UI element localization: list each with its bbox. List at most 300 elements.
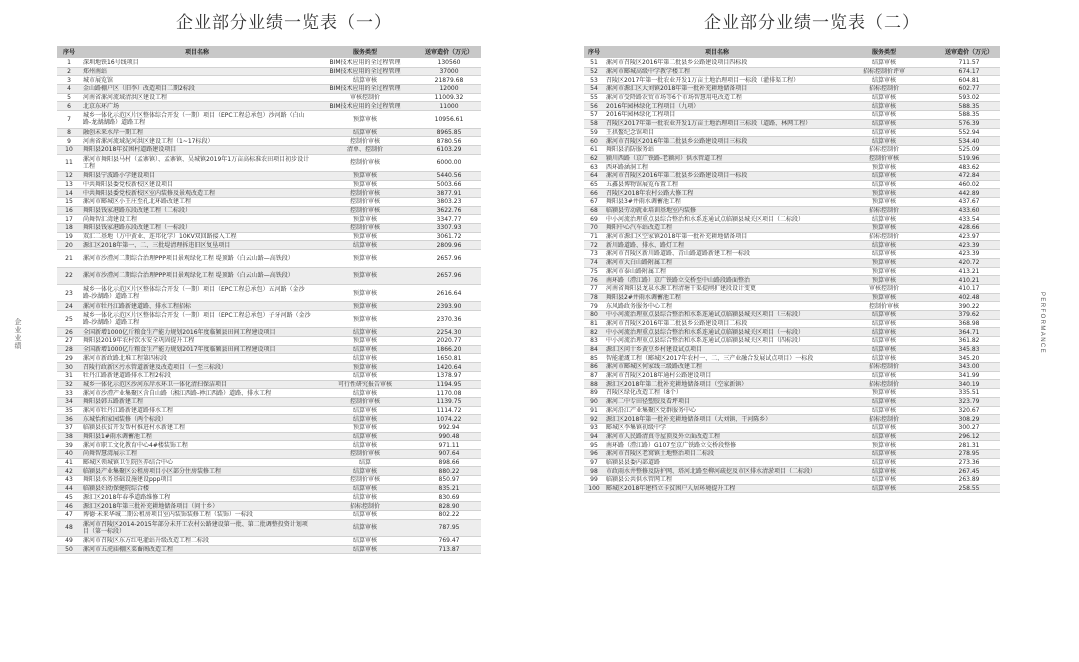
table-row [57, 415, 481, 424]
cell-cost: 130560 [417, 59, 481, 68]
cell-no: 40 [57, 450, 81, 459]
table-row [57, 224, 481, 233]
page-title-left: 企业部分业绩一览表（一） [176, 13, 392, 33]
cell-project-name: 临颍县公共供水管网工程 [604, 476, 830, 485]
table-row [57, 67, 481, 76]
cell-service-type: 招标控制价评审 [830, 67, 938, 76]
cell-service-type: 审核控制价 [313, 93, 417, 102]
table-row [584, 224, 1000, 233]
cell-no: 27 [57, 337, 81, 346]
cell-no: 19 [57, 232, 81, 241]
cell-cost: 880.22 [417, 467, 481, 476]
cell-no: 62 [584, 154, 604, 163]
cell-service-type: 结算审核 [830, 241, 938, 250]
cell-cost: 442.89 [938, 189, 1000, 198]
cell-project-name: 漯河市泰山路附属工程 [604, 267, 830, 276]
cell-project-name: 召陵区2017年第一批农业开发1万亩土地治理项目一标段（灌排渠工程） [604, 76, 830, 85]
cell-project-name: 源汇区2018年第二批补充耕地储备项目（空家新镇） [604, 380, 830, 389]
cell-no: 46 [57, 502, 81, 511]
cell-cost: 2616.64 [417, 284, 481, 301]
cell-project-name: 2016年园林绿化工程项目 [604, 111, 830, 120]
cell-cost: 6000.00 [417, 154, 481, 171]
cell-service-type: 招标控制价 [830, 145, 938, 154]
cell-service-type: 招标控制价 [830, 85, 938, 94]
cell-service-type: 结算审核 [313, 76, 417, 85]
cell-service-type: 预算审核 [830, 198, 938, 207]
cell-no: 41 [57, 458, 81, 467]
column-header-type: 服务类型 [830, 46, 938, 59]
cell-project-name: 临颍县妇幼保健院综合楼 [81, 484, 313, 493]
table-row [57, 284, 481, 301]
table-row [584, 67, 1000, 76]
table-row [584, 441, 1000, 450]
table-row [584, 128, 1000, 137]
table-row [57, 180, 481, 189]
cell-no: 94 [584, 432, 604, 441]
cell-service-type: 结算审核 [313, 467, 417, 476]
cell-cost: 340.19 [938, 380, 1000, 389]
cell-no: 57 [584, 111, 604, 120]
table-row [584, 328, 1000, 337]
cell-no: 18 [57, 224, 81, 233]
cell-project-name: 北京东环广场 [81, 102, 313, 111]
cell-project-name: 舞阳县1#雨水调蓄池工程 [81, 432, 313, 441]
cell-no: 50 [57, 545, 81, 554]
table-row [584, 119, 1000, 128]
cell-service-type: 审核控制价 [830, 284, 938, 293]
table-row [57, 111, 481, 128]
cell-project-name: 漯河市五虎庙棚区菜畜阁改造工程 [81, 545, 313, 554]
cell-service-type: 预算审核 [313, 337, 417, 346]
cell-cost: 519.96 [938, 154, 1000, 163]
cell-no: 21 [57, 250, 81, 267]
cell-service-type: 结算审核 [830, 397, 938, 406]
table-row [57, 328, 481, 337]
cell-project-name: 舞阳中心汽车站改造工程 [604, 224, 830, 233]
cell-project-name: 漯河市源汇区大刘镇2018年第一批补充耕地储备项目 [604, 85, 830, 94]
cell-service-type: 预算审核 [313, 111, 417, 128]
cell-project-name: 漯河市召陵区2014-2015年部分未开工农村公路建设第一批、第二批调整投资计划项目（第一标段） [81, 519, 313, 536]
cell-cost: 11000 [417, 102, 481, 111]
cell-service-type: 预算审核 [830, 267, 938, 276]
cell-no: 80 [584, 310, 604, 319]
cell-cost: 711.57 [938, 59, 1000, 68]
cell-project-name: 中小河流治理重点县综合整治和水系连通试点临颍县城关区项目（三标段） [604, 310, 830, 319]
cell-project-name: 城乡一体化示范区片区整体综合开发（一期）项目（EPC工程总承包）沙河路（白山路-龙湖湖路）道路工程 [81, 111, 313, 128]
cell-project-name: 南环路（澧江路）京广铁路立交桥至中山路段路面整治 [604, 276, 830, 285]
cell-project-name: 源汇区问十乡黄豆乡村建设试点项目 [604, 345, 830, 354]
cell-service-type: 结算审核 [313, 441, 417, 450]
cell-cost: 534.40 [938, 137, 1000, 146]
cell-cost: 576.39 [938, 119, 1000, 128]
table-row [57, 145, 481, 154]
table-row [57, 519, 481, 536]
cell-project-name: 郾城区2018年建档立卡贫困户人居环境提升工程 [604, 484, 830, 493]
cell-project-name: 漯河市召陵区2016年第二批县乡公路建设项目二标段 [604, 319, 830, 328]
cell-no: 61 [584, 145, 604, 154]
cell-project-name: 舞阳县宁波路小学建设项目 [81, 171, 313, 180]
cell-service-type: 控制价审核 [313, 198, 417, 207]
cell-no: 78 [584, 293, 604, 302]
cell-no: 26 [57, 328, 81, 337]
cell-service-type: 结算审核 [313, 519, 417, 536]
cell-project-name: 漯河市召陵区2016年第二批县乡公路建设项目一标段 [604, 171, 830, 180]
cell-cost: 3803.23 [417, 198, 481, 207]
cell-project-name: 中小河流治理重点县综合整治和水系连通试点临颍县城关区项目（四标段） [604, 337, 830, 346]
cell-no: 9 [57, 137, 81, 146]
table-row [584, 337, 1000, 346]
cell-service-type: 结算审核 [830, 449, 938, 458]
cell-cost: 343.00 [938, 363, 1000, 372]
cell-no: 17 [57, 215, 81, 224]
cell-project-name: 郾城区领城镇卫生院医养结合中心 [81, 458, 313, 467]
cell-project-name: 双汇二基地（万中黄业、连邦化学）10KV双回路接入工程 [81, 232, 313, 241]
cell-project-name: 郾城区李集镇初级中学 [604, 423, 830, 432]
column-header-no: 序号 [584, 46, 604, 59]
cell-service-type: 预算审核 [830, 293, 938, 302]
cell-service-type: 结算审核 [830, 171, 938, 180]
cell-service-type: 结算审核 [830, 119, 938, 128]
table-row [584, 284, 1000, 293]
cell-cost: 364.71 [938, 328, 1000, 337]
table-row [57, 354, 481, 363]
cell-cost: 898.66 [417, 458, 481, 467]
cell-no: 6 [57, 102, 81, 111]
cell-service-type: 结算审核 [830, 467, 938, 476]
cell-no: 96 [584, 449, 604, 458]
table-row [584, 154, 1000, 163]
table-row [57, 493, 481, 502]
table-header [584, 46, 1000, 59]
table-row [57, 345, 481, 354]
cell-cost: 674.17 [938, 67, 1000, 76]
table-row [584, 406, 1000, 415]
cell-service-type: 预算审核 [830, 276, 938, 285]
cell-cost: 433.54 [938, 215, 1000, 224]
table-row [584, 93, 1000, 102]
cell-no: 43 [57, 476, 81, 485]
cell-no: 93 [584, 423, 604, 432]
cell-cost: 1139.75 [417, 397, 481, 406]
cell-service-type: 结算审核 [313, 545, 417, 554]
cell-service-type: 预算审核 [313, 250, 417, 267]
cell-project-name: 召陵区2018年农村公路大修工程 [604, 189, 830, 198]
cell-service-type: 预算审核 [830, 258, 938, 267]
cell-project-name: 全国新增1000亿斤粮食生产能力规划2017年度临颍县田间工程建设项目 [81, 345, 313, 354]
cell-cost: 300.27 [938, 423, 1000, 432]
cell-no: 67 [584, 198, 604, 207]
cell-cost: 423.39 [938, 241, 1000, 250]
cell-project-name: 五鑫县博物馆展览布置工程 [604, 180, 830, 189]
cell-no: 90 [584, 397, 604, 406]
cell-no: 30 [57, 363, 81, 372]
cell-cost: 472.84 [938, 171, 1000, 180]
cell-cost: 483.62 [938, 163, 1000, 172]
table-row [57, 502, 481, 511]
table-row [57, 215, 481, 224]
cell-project-name: 漯河市舞阳县马村（孟寨镇）、孟寨镇、吴城镇2019年1万亩高标准农田项目初步设计工程 [81, 154, 313, 171]
cell-no: 85 [584, 354, 604, 363]
cell-cost: 835.21 [417, 484, 481, 493]
table-row [57, 371, 481, 380]
cell-no: 56 [584, 102, 604, 111]
cell-service-type: BIM技术应用的全过程管理 [313, 59, 417, 68]
cell-project-name: 中小河流治理重点县综合整治和水系连通试点临颍县城关区项目（一标段） [604, 328, 830, 337]
cell-no: 25 [57, 311, 81, 328]
table-row [584, 102, 1000, 111]
cell-service-type: 结算审核 [830, 432, 938, 441]
cell-project-name: 深圳地铁16号线项目 [81, 59, 313, 68]
cell-project-name: 漯河市职工文化教育中心4#楼装饰工程 [81, 441, 313, 450]
table-row [57, 302, 481, 311]
cell-service-type: 控制价审核 [830, 302, 938, 311]
cell-cost: 410.17 [938, 284, 1000, 293]
cell-no: 3 [57, 76, 81, 85]
cell-project-name: 源汇区2018年第一批补充耕地储备项目（大刘镇、干河陈乡） [604, 415, 830, 424]
cell-cost: 21879.68 [417, 76, 481, 85]
cell-project-name: 召陵区绿化改造工程（8个） [604, 389, 830, 398]
cell-no: 36 [57, 415, 81, 424]
cell-no: 59 [584, 128, 604, 137]
cell-project-name: 漯河市人民路清真寺屋顶及外立面改造工程 [604, 432, 830, 441]
cell-no: 10 [57, 145, 81, 154]
cell-project-name: 东风路政务服务中心工程 [604, 302, 830, 311]
cell-cost: 263.89 [938, 476, 1000, 485]
cell-cost: 341.99 [938, 371, 1000, 380]
cell-cost: 1650.81 [417, 354, 481, 363]
cell-cost: 588.35 [938, 102, 1000, 111]
cell-service-type: 结算审核 [830, 111, 938, 120]
cell-service-type: 招标控制价 [830, 415, 938, 424]
cell-service-type: 结算审核 [830, 250, 938, 259]
table-row [584, 467, 1000, 476]
cell-service-type: 招标控制价 [830, 206, 938, 215]
cell-no: 100 [584, 484, 604, 493]
cell-project-name: 郑州南站 [81, 67, 313, 76]
cell-no: 84 [584, 345, 604, 354]
cell-cost: 267.45 [938, 467, 1000, 476]
cell-service-type: 结算审核 [830, 345, 938, 354]
cell-project-name: 临颍县劳动就业培训基地室内装修 [604, 206, 830, 215]
table-row [57, 484, 481, 493]
cell-service-type: 结算审核 [830, 406, 938, 415]
cell-cost: 1420.64 [417, 363, 481, 372]
cell-no: 22 [57, 267, 81, 284]
cell-project-name: 漯河市召陵区老窝镇土地整治项目二标段 [604, 449, 830, 458]
table-row [584, 215, 1000, 224]
cell-service-type: 预算审核 [313, 180, 417, 189]
table-row [57, 467, 481, 476]
cell-project-name: 漯河市大白山路附属工程 [604, 258, 830, 267]
cell-no: 32 [57, 380, 81, 389]
cell-service-type: 结算审核 [830, 319, 938, 328]
cell-no: 71 [584, 232, 604, 241]
cell-service-type: 结算审核 [830, 354, 938, 363]
cell-cost: 1114.72 [417, 406, 481, 415]
cell-project-name: 博德·未来华城二期公租房项目室内装饰装修工程（装饰）一标段 [81, 510, 313, 519]
cell-service-type: 控制价审核 [313, 137, 417, 146]
cell-cost: 992.94 [417, 423, 481, 432]
table-row [584, 85, 1000, 94]
cell-project-name: 漯河市召陵区2016年第二批县乡公路建设项目三标段 [604, 137, 830, 146]
cell-service-type: 结算审核 [313, 128, 417, 137]
table-header [57, 46, 481, 59]
table-row [57, 423, 481, 432]
cell-service-type: 结算审核 [830, 484, 938, 493]
cell-no: 42 [57, 467, 81, 476]
cell-project-name: 尚舞智慧湾展示工程 [81, 450, 313, 459]
table-row [57, 206, 481, 215]
cell-no: 73 [584, 250, 604, 259]
cell-no: 37 [57, 423, 81, 432]
table-row [584, 145, 1000, 154]
cell-project-name: 城市展览馆 [81, 76, 313, 85]
cell-cost: 402.48 [938, 293, 1000, 302]
cell-service-type: 结算审核 [830, 180, 938, 189]
table-row [57, 432, 481, 441]
cell-project-name: 舞阳县水务基础设施建设ppp项目 [81, 476, 313, 485]
cell-cost: 828.90 [417, 502, 481, 511]
cell-project-name: 漯河市源汇区空家镇2018年第一批补充耕地储备项目 [604, 232, 830, 241]
page-title-right: 企业部分业绩一览表（二） [704, 13, 920, 33]
cell-cost: 11009.32 [417, 93, 481, 102]
performance-table-left [57, 46, 481, 554]
cell-project-name: 新川路道路、排水、路灯工程 [604, 241, 830, 250]
cell-service-type: 控制价审核 [313, 154, 417, 171]
cell-cost: 10956.61 [417, 111, 481, 128]
table-row [57, 311, 481, 328]
cell-cost: 410.21 [938, 276, 1000, 285]
table-row [584, 171, 1000, 180]
cell-project-name: 临颍县县委内部道路 [604, 458, 830, 467]
table-row [57, 59, 481, 68]
cell-cost: 802.22 [417, 510, 481, 519]
cell-no: 81 [584, 319, 604, 328]
cell-no: 53 [584, 76, 604, 85]
cell-project-name: 中共舞阳县委党校新校区室内装修及景观改造工程 [81, 189, 313, 198]
side-label-left: 企 业 业 绩 [14, 318, 22, 350]
cell-no: 15 [57, 198, 81, 207]
cell-service-type: 预算审核 [313, 302, 417, 311]
cell-project-name: 金山路棚户区（旧李）改造项目二期2标段 [81, 85, 313, 94]
cell-no: 20 [57, 241, 81, 250]
table-row [584, 310, 1000, 319]
table-row [57, 337, 481, 346]
table-row [584, 476, 1000, 485]
cell-no: 75 [584, 267, 604, 276]
cell-cost: 258.55 [938, 484, 1000, 493]
cell-service-type: 控制价审核 [313, 397, 417, 406]
cell-service-type: BIM技术应用的全过程管理 [313, 67, 417, 76]
cell-project-name: 源汇区2018年第三批补充耕地储备项目（问十乡） [81, 502, 313, 511]
cell-service-type: 结算审核 [313, 493, 417, 502]
cell-no: 97 [584, 458, 604, 467]
cell-no: 33 [57, 389, 81, 398]
cell-no: 16 [57, 206, 81, 215]
cell-project-name: 漯河市受降路农贸市场等6个市场智慧用电改造工程 [604, 93, 830, 102]
cell-project-name: 漯河市召陵区新川路道路、青山路道路新建工程一标段 [604, 250, 830, 259]
cell-no: 74 [584, 258, 604, 267]
cell-project-name: 舞阳县消防服务站 [604, 145, 830, 154]
cell-project-name: 南环路（澧江路）G107至京广铁路立交桥段整修 [604, 441, 830, 450]
cell-cost: 3307.93 [417, 224, 481, 233]
cell-cost: 713.87 [417, 545, 481, 554]
table-row [584, 276, 1000, 285]
cell-project-name: 舞阳县钱家港路东段改建工程（一标段） [81, 224, 313, 233]
table-row [584, 250, 1000, 259]
column-header-name: 项目名称 [81, 46, 313, 59]
cell-service-type: 预算审核 [830, 224, 938, 233]
cell-project-name: 颍川西路（京广铁路-老颍河）供水管道工程 [604, 154, 830, 163]
cell-no: 34 [57, 397, 81, 406]
cell-service-type: 预算审核 [313, 311, 417, 328]
cell-service-type: 结算审核 [313, 484, 417, 493]
cell-cost: 5003.66 [417, 180, 481, 189]
cell-cost: 1074.22 [417, 415, 481, 424]
cell-service-type: 结算审核 [313, 241, 417, 250]
cell-cost: 971.11 [417, 441, 481, 450]
table-row [584, 423, 1000, 432]
table-row [584, 302, 1000, 311]
cell-cost: 423.39 [938, 250, 1000, 259]
table-row [57, 128, 481, 137]
cell-service-type: 结算审核 [830, 59, 938, 68]
table-row [57, 154, 481, 171]
cell-project-name: 舞阳县2#井雨水调蓄池工程 [604, 293, 830, 302]
cell-no: 45 [57, 493, 81, 502]
table-row [584, 267, 1000, 276]
cell-project-name: 源汇区2018年春季道路维修工程 [81, 493, 313, 502]
cell-service-type: 结算审核 [313, 345, 417, 354]
table-row [584, 241, 1000, 250]
table-row [584, 137, 1000, 146]
cell-service-type: 结算审核 [313, 354, 417, 363]
cell-service-type: BIM技术应用的全过程管理 [313, 85, 417, 94]
table-row [584, 371, 1000, 380]
cell-service-type: 结算审核 [313, 432, 417, 441]
table-row [584, 163, 1000, 172]
cell-no: 72 [584, 241, 604, 250]
cell-service-type: 结算审核 [830, 476, 938, 485]
table-row [584, 293, 1000, 302]
table-row [584, 232, 1000, 241]
cell-no: 79 [584, 302, 604, 311]
cell-cost: 3622.76 [417, 206, 481, 215]
cell-no: 89 [584, 389, 604, 398]
cell-no: 55 [584, 93, 604, 102]
cell-no: 29 [57, 354, 81, 363]
cell-service-type: 结算审核 [830, 371, 938, 380]
cell-service-type: 结算审核 [313, 389, 417, 398]
table-row [584, 354, 1000, 363]
cell-cost: 8780.56 [417, 137, 481, 146]
cell-no: 12 [57, 171, 81, 180]
cell-service-type: 预算审核 [313, 363, 417, 372]
cell-cost: 5440.56 [417, 171, 481, 180]
cell-cost: 1378.97 [417, 371, 481, 380]
table-row [57, 267, 481, 284]
table-row [584, 180, 1000, 189]
column-header-type: 服务类型 [313, 46, 417, 59]
cell-project-name: 河南省漯河流域泥河洪区建设工程（1~17标段） [81, 137, 313, 146]
cell-project-name: 王拱鳌纪念馆项目 [604, 128, 830, 137]
cell-project-name: 智能灌溉工程（郾城区2017年农村一、二、三产业融合发展试点项目）一标段 [604, 354, 830, 363]
cell-project-name: 漯河市召陵区东方红电灌站升级改造工程二标段 [81, 536, 313, 545]
cell-no: 51 [584, 59, 604, 68]
cell-no: 66 [584, 189, 604, 198]
cell-no: 54 [584, 85, 604, 94]
cell-cost: 433.60 [938, 206, 1000, 215]
